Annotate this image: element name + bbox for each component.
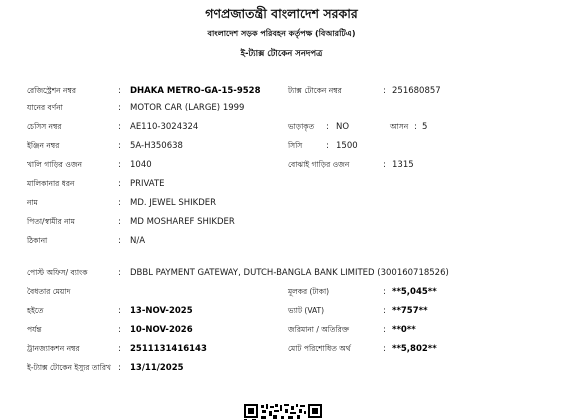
basic-tax-value: **5,045** [392,287,437,297]
engine-value: 5A-H350638 [130,141,183,151]
fine-value: **0** [392,325,416,335]
separator: : [383,160,386,170]
total-value: **5,802** [392,344,437,354]
valid-to-value: 10-NOV-2026 [130,325,193,335]
address-label: ঠিকানা [27,236,48,245]
seat-value: 5 [422,122,428,132]
basic-tax-label: মূলকর (টাকা) [288,287,330,296]
validity-row [0,285,563,299]
valid-from-value: 13-NOV-2025 [130,306,193,316]
ownership-value: PRIVATE [130,179,165,189]
registration-value: DHAKA METRO-GA-15-9528 [130,86,261,96]
separator: : [118,122,121,132]
hire-value: NO [336,122,350,132]
father-name-row [0,215,563,229]
separator: : [118,103,121,113]
address-row [0,234,563,248]
separator: : [118,160,121,170]
separator: : [118,268,121,278]
unladen-weight-value: 1040 [130,160,152,170]
total-label: মোট পরিশোধিত অর্থ [288,344,351,353]
registration-row [0,84,563,98]
separator: : [118,217,121,227]
bank-value: DBBL PAYMENT GATEWAY, DUTCH-BANGLA BANK LIMITED (300160718526) [130,268,449,278]
separator: : [118,306,121,316]
separator: : [118,198,121,208]
engine-row [0,139,563,153]
separator: : [383,86,386,96]
separator: : [118,363,121,373]
transaction-value: 2511131416143 [130,344,207,354]
ownership-row [0,177,563,191]
validity-label: বৈধতার মেয়াদ [27,287,71,296]
owner-name-value: MD. JEWEL SHIKDER [130,198,217,208]
separator: : [118,86,121,96]
issue-date-value: 13/11/2025 [130,363,184,373]
hire-label: ভাড়াকৃত [288,122,315,131]
separator: : [118,179,121,189]
transaction-row [0,342,563,356]
valid-from-label: হইতে [27,306,44,315]
valid-to-label: পর্যন্ত [27,325,42,334]
vat-label: ভ্যাট (VAT) [288,306,325,315]
separator: : [118,325,121,335]
bank-label: পোস্ট অফিস/ ব্যাংক [27,268,88,277]
chassis-row [0,120,563,134]
authority-name: বাংলাদেশ সড়ক পরিবহন কর্তৃপক্ষ (বিআরটিএ) [207,29,356,38]
issue-date-row [0,361,563,375]
address-value: N/A [130,236,146,246]
separator: : [383,287,386,297]
father-name-label: পিতা/স্বামীর নাম [27,217,75,226]
vat-value: **757** [392,306,428,316]
separator: : [118,141,121,151]
separator: : [414,122,417,132]
transaction-label: ট্রানজ্যাকশন নম্বর [27,344,80,353]
seat-label: আসন [390,122,409,131]
tax-token-value: 251680857 [392,86,441,96]
cc-value: 1500 [336,141,358,151]
description-label: যানের বর্ণনা [27,103,63,112]
separator: : [326,122,329,132]
owner-name-label: নাম [27,198,38,207]
fine-label: জরিমানা / অতিরিক্ত [288,325,350,334]
issue-date-label: ই-ট্যাক্স টোকেন ইস্যুর তারিখ [27,363,111,372]
government-title: গণপ্রজাতন্ত্রী বাংলাদেশ সরকার [205,6,358,21]
valid-to-row [0,323,563,337]
separator: : [383,306,386,316]
registration-label: রেজিস্ট্রেশন নম্বর [27,86,77,95]
unladen-weight-label: খালি গাড়ির ওজন [27,160,83,169]
qr-code [244,404,322,420]
separator: : [383,325,386,335]
tax-token-label: ট্যাক্স টোকেন নম্বর [288,86,342,95]
engine-label: ইঞ্জিন নম্বর [27,141,60,150]
laden-weight-value: 1315 [392,160,414,170]
chassis-label: চেসিস নম্বর [27,122,62,131]
separator: : [326,141,329,151]
laden-weight-label: বোঝাই গাড়ির ওজন [288,160,350,169]
separator: : [118,236,121,246]
valid-from-row [0,304,563,318]
bank-row [0,266,563,280]
chassis-value: AE110-3024324 [130,122,199,132]
separator: : [383,344,386,354]
father-name-value: MD MOSHAREF SHIKDER [130,217,235,227]
weight-row [0,158,563,172]
separator: : [118,344,121,354]
ownership-label: মালিকানার ধরন [27,179,75,188]
owner-name-row [0,196,563,210]
cc-label: সিসি [288,141,303,150]
description-value: MOTOR CAR (LARGE) 1999 [130,103,245,113]
description-row [0,101,563,115]
certificate-title: ই-ট্যাক্স টোকেন সনদপত্র [240,49,323,59]
